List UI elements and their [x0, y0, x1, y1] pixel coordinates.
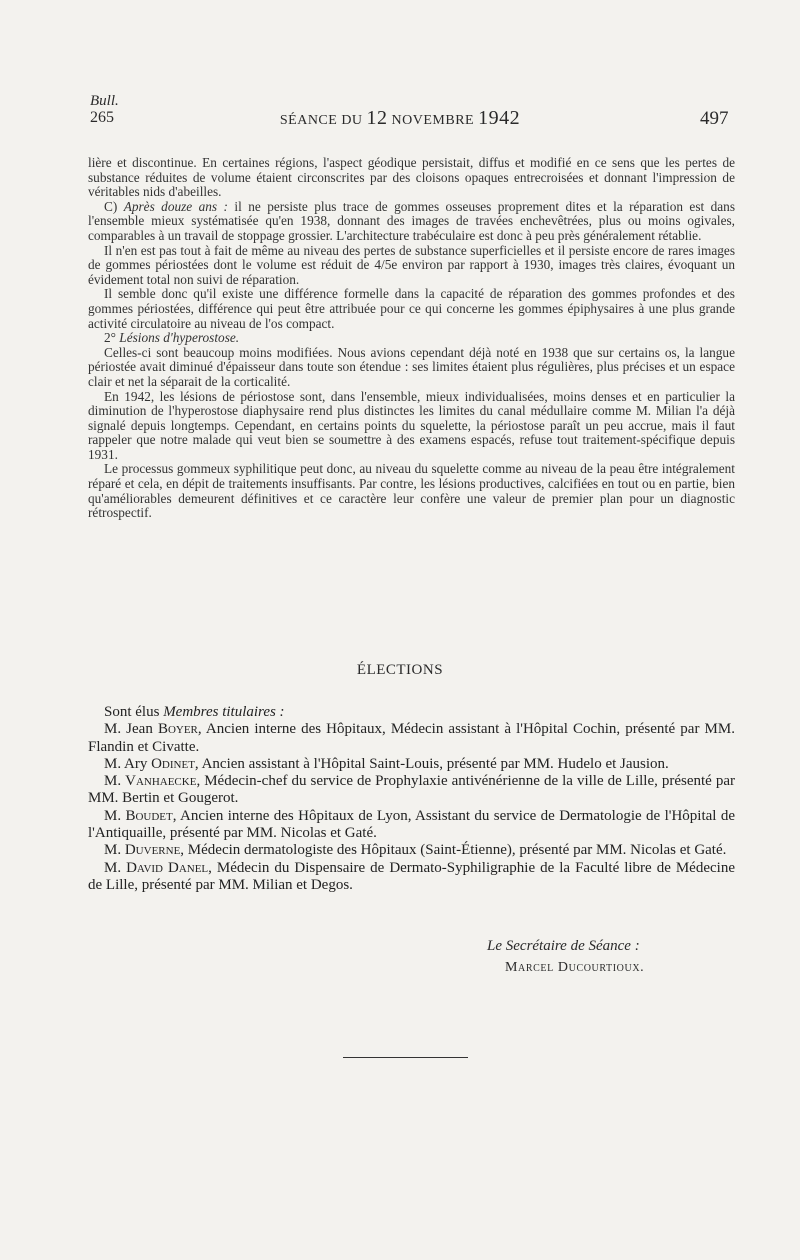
paragraph: En 1942, les lésions de périostose sont, dans l'ensemble, mieux individualisées, moins denses et en particulier la diminution de l'hyperostose diaphysaire rend plus distinctes les limites du canal médullaire comme M. Milian l'a déjà signalé depuis longtemps. Cependant, en certains points du squelette, la périostose paraît un peu accrue, mais il faut rappeler que notre malade qui veut bien se soumettre à des examens espacés, refuse tout traitement-spécifique depuis 1931.: [88, 388, 735, 462]
member-post: , Ancien interne des Hôpitaux de Lyon, Assistant du service de Dermatologie de l'Hôpital de l'Antiquaille, présenté par MM. Nicolas et Gaté.: [88, 807, 735, 842]
member-name: Vanhaecke: [125, 773, 197, 790]
running-day: 12: [366, 107, 388, 129]
member-name: Boyer: [157, 721, 198, 738]
member-pre: M.: [104, 859, 127, 876]
paragraph: [88, 331, 735, 346]
member-post: , Médecin-chef du service de Prophylaxie antivénérienne de la ville de Lille, présenté par MM. Bertin et Gougerot.: [88, 773, 735, 807]
member-post: , Médecin du Dispensaire de Dermato-Syphiligraphie de la Faculté libre de Médecine de Lille, présenté par MM. Milian et Degos.: [88, 859, 735, 893]
elections-intro: [88, 704, 735, 721]
paragraph-rest: il ne persiste plus trace de gommes osseuses proprement dites et la réparation est dans l'ensemble mieux systématisée qu'en 1938, donnant des images de travées enchevêtrées, plus ou moins ogivales, comparables à un travail de stoppage grossier. L'architecture trabéculaire est donc à peu près généralement rétablie.: [88, 198, 735, 243]
subheading: Lésions d'hyperostose.: [119, 330, 240, 346]
paragraph: lière et discontinue. En certaines régions, l'aspect géodique persistait, diffus et modifié en ce sens que les pertes de substance réduites de volume étaient circonscrites par des cloisons opaques entrecroisées et donnant l'impression de véritables nids d'abeilles.: [88, 155, 735, 200]
member-pre: M. Jean: [104, 721, 158, 738]
member-entry: [88, 808, 735, 843]
running-prefix: SÉANCE DU: [279, 113, 367, 128]
member-post: , Ancien assistant à l'Hôpital Saint-Louis, présenté par MM. Hudelo et Jausion.: [194, 755, 669, 772]
paragraph-lead: 2°: [104, 330, 120, 346]
member-entry: [88, 721, 735, 756]
paragraph: Le processus gommeux syphilitique peut donc, au niveau du squelette comme au niveau de la peau être intégralement réparé et cela, en dépit de traitements insuffisants. Par contre, les lésions productives, calcifiées en tout ou en partie, bien qu'améliorables demeurent définitives et ce caractère leur confère une valeur de premier plan pour un diagnostic rétrospectif.: [88, 461, 735, 521]
paragraph: Il n'en est pas tout à fait de même au niveau des pertes de substance superficielles et il persiste encore de rares images de gommes périostées dont le volume est réduit de 4/5e environ par rapport à 1930, images très claires, évoquant un évidement total non suivi de réparation.: [88, 242, 735, 287]
intro-italic: Membres titulaires :: [163, 704, 285, 720]
page-number: 497: [700, 108, 729, 129]
member-post: , Ancien interne des Hôpitaux, Médecin assistant à l'Hôpital Cochin, présenté par MM. Flandin et Civatte.: [88, 721, 735, 755]
member-entry: [88, 773, 735, 808]
body-text: [88, 156, 735, 521]
running-month: NOVEMBRE: [387, 113, 479, 128]
member-name: David Danel: [126, 859, 209, 876]
paragraph: [88, 200, 735, 244]
divider-rule: [343, 1057, 468, 1058]
elections-list: [88, 704, 735, 894]
paragraph: Il semble donc qu'il existe une différence formelle dans la capacité de réparation des gommes profondes et des gommes périostées, différence qui peut être attribuée pour ce qui concerne les gommes épiphysaires à une plus grande activité circulatoire au niveau de l'os compact.: [88, 286, 735, 331]
signature-role: Le Secrétaire de Séance :: [487, 938, 640, 954]
paragraph-lead: C): [104, 198, 124, 214]
paragraph: Celles-ci sont beaucoup moins modifiées. Nous avions cependant déjà noté en 1938 que sur certains os, la langue périostée avait diminué d'épaisseur dans toute son étendue : ses limites étaient plus régulières, plus précises et un espace clair et net la séparait de la corticalité.: [88, 344, 735, 389]
member-entry: [88, 860, 735, 895]
member-entry: [88, 842, 735, 859]
folio-left: 265: [90, 109, 114, 126]
subheading: Après douze ans :: [123, 198, 228, 214]
running-year: 1942: [478, 107, 521, 129]
member-name: Duverne: [124, 842, 181, 859]
signature-name: Marcel Ducourtioux.: [505, 960, 645, 975]
member-name: Boudet: [125, 807, 173, 824]
member-pre: M.: [104, 773, 126, 790]
member-name: Odinet: [151, 755, 195, 772]
section-title: ÉLECTIONS: [356, 662, 444, 678]
intro-lead: Sont élus: [104, 704, 164, 720]
member-pre: M.: [104, 807, 126, 824]
member-entry: [88, 756, 735, 773]
journal-abbrev: Bull.: [90, 93, 119, 109]
running-title: [0, 107, 800, 130]
member-pre: M.: [104, 842, 125, 859]
member-post: , Médecin dermatologiste des Hôpitaux (Saint-Étienne), présenté par MM. Nicolas et Gaté.: [180, 842, 727, 859]
member-pre: M. Ary: [104, 755, 152, 772]
